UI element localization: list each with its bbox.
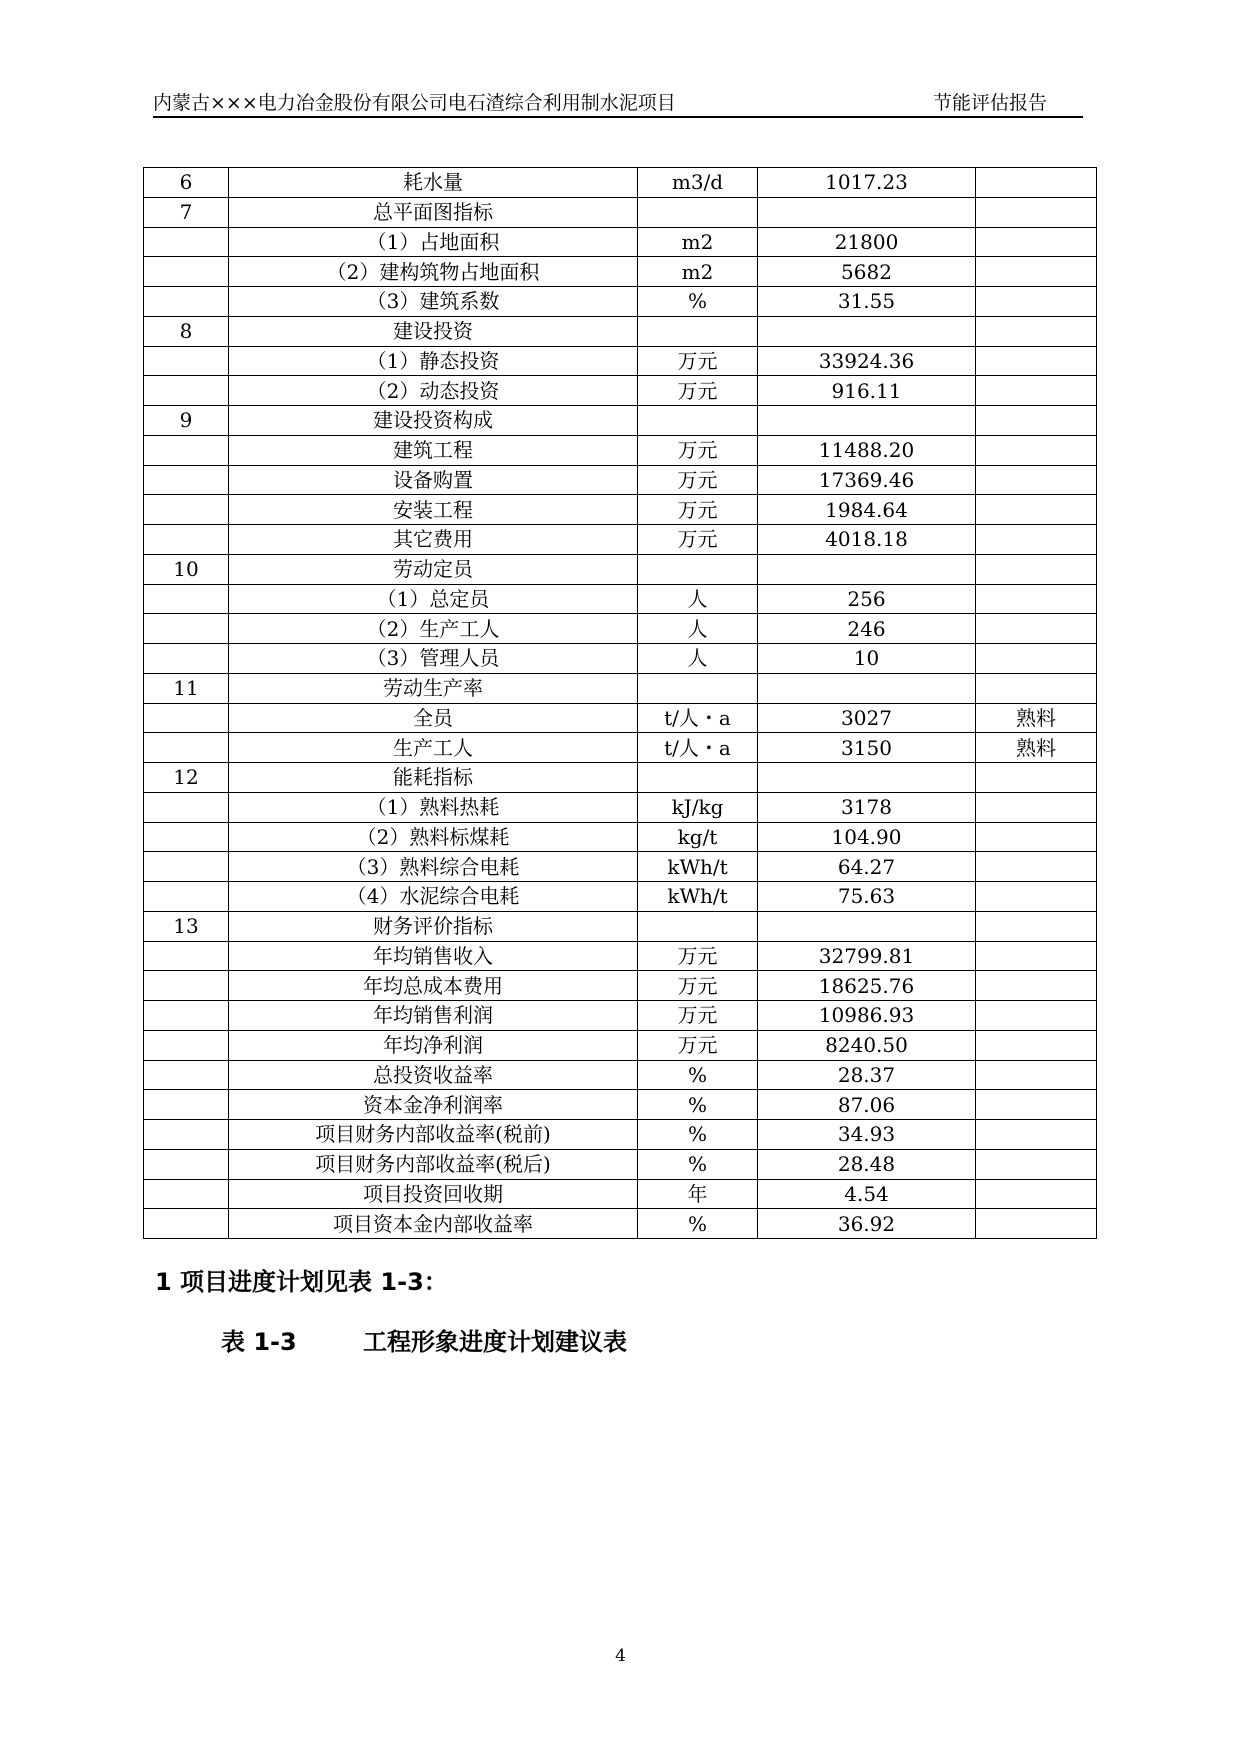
item-name-cell: 建设投资构成 xyxy=(229,406,638,436)
unit-cell xyxy=(638,763,758,793)
row-number-cell xyxy=(144,792,229,822)
page-header xyxy=(153,86,1083,118)
remark-cell xyxy=(976,644,1097,674)
remark-cell xyxy=(976,584,1097,614)
value-cell xyxy=(758,911,976,941)
unit-cell xyxy=(638,911,758,941)
row-number-cell xyxy=(144,584,229,614)
table-row xyxy=(144,1001,1097,1031)
item-name-cell: （1）占地面积 xyxy=(229,227,638,257)
unit-cell: % xyxy=(638,287,758,317)
unit-cell: 万元 xyxy=(638,971,758,1001)
value-cell xyxy=(758,406,976,436)
table-row xyxy=(144,346,1097,376)
table-row xyxy=(144,644,1097,674)
unit-cell: 人 xyxy=(638,584,758,614)
table-row xyxy=(144,971,1097,1001)
remark-cell xyxy=(976,1001,1097,1031)
table-row xyxy=(144,1179,1097,1209)
row-number-cell xyxy=(144,1120,229,1150)
row-number-cell xyxy=(144,1179,229,1209)
item-name-cell: 项目财务内部收益率(税前) xyxy=(229,1120,638,1150)
table-caption-number: 表 1-3 xyxy=(221,1328,297,1356)
value-cell: 246 xyxy=(758,614,976,644)
unit-cell: kJ/kg xyxy=(638,792,758,822)
table-row xyxy=(144,911,1097,941)
remark-cell xyxy=(976,376,1097,406)
row-number-cell xyxy=(144,614,229,644)
table-row xyxy=(144,525,1097,555)
header-project-title: 内蒙古×××电力冶金股份有限公司电石渣综合利用制水泥项目 xyxy=(153,92,676,114)
unit-cell xyxy=(638,316,758,346)
item-name-cell: 年均销售利润 xyxy=(229,1001,638,1031)
unit-cell: % xyxy=(638,1149,758,1179)
value-cell: 33924.36 xyxy=(758,346,976,376)
row-number-cell xyxy=(144,376,229,406)
value-cell: 21800 xyxy=(758,227,976,257)
table-row xyxy=(144,227,1097,257)
unit-cell: 万元 xyxy=(638,435,758,465)
table-row xyxy=(144,1060,1097,1090)
item-name-cell: （4）水泥综合电耗 xyxy=(229,882,638,912)
unit-cell: 万元 xyxy=(638,941,758,971)
unit-cell: 人 xyxy=(638,614,758,644)
item-name-cell: 项目财务内部收益率(税后) xyxy=(229,1149,638,1179)
value-cell: 1984.64 xyxy=(758,495,976,525)
row-number-cell xyxy=(144,465,229,495)
unit-cell: % xyxy=(638,1120,758,1150)
unit-cell xyxy=(638,554,758,584)
item-name-cell: （2）动态投资 xyxy=(229,376,638,406)
value-cell: 256 xyxy=(758,584,976,614)
value-cell: 10 xyxy=(758,644,976,674)
unit-cell: 万元 xyxy=(638,346,758,376)
value-cell: 11488.20 xyxy=(758,435,976,465)
value-cell: 87.06 xyxy=(758,1090,976,1120)
unit-cell xyxy=(638,673,758,703)
row-number-cell xyxy=(144,1209,229,1239)
table-row xyxy=(144,376,1097,406)
item-name-cell: 劳动生产率 xyxy=(229,673,638,703)
row-number-cell xyxy=(144,495,229,525)
table-row xyxy=(144,197,1097,227)
table-row xyxy=(144,1120,1097,1150)
remark-cell xyxy=(976,1060,1097,1090)
item-name-cell: 设备购置 xyxy=(229,465,638,495)
value-cell: 18625.76 xyxy=(758,971,976,1001)
item-name-cell: 其它费用 xyxy=(229,525,638,555)
row-number-cell xyxy=(144,733,229,763)
row-number-cell xyxy=(144,435,229,465)
value-cell: 8240.50 xyxy=(758,1030,976,1060)
value-cell: 28.48 xyxy=(758,1149,976,1179)
row-number-cell xyxy=(144,971,229,1001)
item-name-cell: 能耗指标 xyxy=(229,763,638,793)
unit-cell: kWh/t xyxy=(638,882,758,912)
table-caption xyxy=(221,1322,627,1357)
table-row xyxy=(144,168,1097,198)
indicator-table-body xyxy=(144,168,1097,1239)
item-name-cell: 劳动定员 xyxy=(229,554,638,584)
remark-cell xyxy=(976,495,1097,525)
value-cell xyxy=(758,554,976,584)
unit-cell: kWh/t xyxy=(638,852,758,882)
row-number-cell xyxy=(144,1149,229,1179)
row-number-cell xyxy=(144,227,229,257)
value-cell: 31.55 xyxy=(758,287,976,317)
row-number-cell xyxy=(144,1030,229,1060)
table-row xyxy=(144,852,1097,882)
value-cell: 104.90 xyxy=(758,822,976,852)
table-row xyxy=(144,882,1097,912)
remark-cell xyxy=(976,1209,1097,1239)
remark-cell xyxy=(976,346,1097,376)
unit-cell: m2 xyxy=(638,227,758,257)
table-row xyxy=(144,763,1097,793)
value-cell: 3027 xyxy=(758,703,976,733)
row-number-cell xyxy=(144,644,229,674)
item-name-cell: （3）管理人员 xyxy=(229,644,638,674)
row-number-cell: 9 xyxy=(144,406,229,436)
remark-cell xyxy=(976,941,1097,971)
row-number-cell xyxy=(144,1001,229,1031)
unit-cell: kg/t xyxy=(638,822,758,852)
remark-cell xyxy=(976,1179,1097,1209)
table-row xyxy=(144,435,1097,465)
remark-cell xyxy=(976,792,1097,822)
unit-cell: 万元 xyxy=(638,1030,758,1060)
item-name-cell: 生产工人 xyxy=(229,733,638,763)
table-row xyxy=(144,792,1097,822)
item-name-cell: （1）静态投资 xyxy=(229,346,638,376)
unit-cell: 万元 xyxy=(638,376,758,406)
unit-cell: m3/d xyxy=(638,168,758,198)
remark-cell xyxy=(976,882,1097,912)
remark-cell xyxy=(976,763,1097,793)
row-number-cell xyxy=(144,703,229,733)
row-number-cell: 6 xyxy=(144,168,229,198)
remark-cell xyxy=(976,1030,1097,1060)
row-number-cell: 10 xyxy=(144,554,229,584)
value-cell: 1017.23 xyxy=(758,168,976,198)
row-number-cell: 12 xyxy=(144,763,229,793)
remark-cell xyxy=(976,435,1097,465)
row-number-cell xyxy=(144,941,229,971)
unit-cell: 万元 xyxy=(638,495,758,525)
remark-cell xyxy=(976,822,1097,852)
table-row xyxy=(144,822,1097,852)
row-number-cell xyxy=(144,852,229,882)
value-cell: 916.11 xyxy=(758,376,976,406)
table-row xyxy=(144,703,1097,733)
item-name-cell: 年均销售收入 xyxy=(229,941,638,971)
remark-cell xyxy=(976,554,1097,584)
item-name-cell: （3）建筑系数 xyxy=(229,287,638,317)
item-name-cell: 项目资本金内部收益率 xyxy=(229,1209,638,1239)
value-cell: 75.63 xyxy=(758,882,976,912)
table-row xyxy=(144,1149,1097,1179)
table-row xyxy=(144,941,1097,971)
table-row xyxy=(144,673,1097,703)
item-name-cell: （2）生产工人 xyxy=(229,614,638,644)
row-number-cell xyxy=(144,525,229,555)
section-title: 1 项目进度计划见表 1-3： xyxy=(155,1268,448,1296)
unit-cell: 年 xyxy=(638,1179,758,1209)
value-cell: 32799.81 xyxy=(758,941,976,971)
table-row xyxy=(144,1030,1097,1060)
remark-cell xyxy=(976,316,1097,346)
remark-cell xyxy=(976,1090,1097,1120)
row-number-cell: 13 xyxy=(144,911,229,941)
header-report-type: 节能评估报告 xyxy=(932,92,1047,114)
table-row xyxy=(144,257,1097,287)
value-cell: 36.92 xyxy=(758,1209,976,1239)
unit-cell: m2 xyxy=(638,257,758,287)
row-number-cell: 8 xyxy=(144,316,229,346)
row-number-cell xyxy=(144,1060,229,1090)
value-cell: 28.37 xyxy=(758,1060,976,1090)
value-cell: 4.54 xyxy=(758,1179,976,1209)
table-row xyxy=(144,316,1097,346)
remark-cell xyxy=(976,257,1097,287)
value-cell: 10986.93 xyxy=(758,1001,976,1031)
item-name-cell: （1）总定员 xyxy=(229,584,638,614)
item-name-cell: （3）熟料综合电耗 xyxy=(229,852,638,882)
unit-cell: t/人・a xyxy=(638,703,758,733)
remark-cell: 熟料 xyxy=(976,733,1097,763)
table-row xyxy=(144,465,1097,495)
table-row xyxy=(144,1090,1097,1120)
value-cell: 5682 xyxy=(758,257,976,287)
item-name-cell: 建筑工程 xyxy=(229,435,638,465)
remark-cell xyxy=(976,614,1097,644)
table-row xyxy=(144,495,1097,525)
remark-cell xyxy=(976,197,1097,227)
value-cell: 3178 xyxy=(758,792,976,822)
remark-cell xyxy=(976,673,1097,703)
remark-cell: 熟料 xyxy=(976,703,1097,733)
item-name-cell: （2）建构筑物占地面积 xyxy=(229,257,638,287)
value-cell: 64.27 xyxy=(758,852,976,882)
value-cell: 17369.46 xyxy=(758,465,976,495)
unit-cell: % xyxy=(638,1060,758,1090)
item-name-cell: 安装工程 xyxy=(229,495,638,525)
page-number: 4 xyxy=(615,1646,626,1666)
table-row xyxy=(144,554,1097,584)
item-name-cell: 全员 xyxy=(229,703,638,733)
item-name-cell: 年均总成本费用 xyxy=(229,971,638,1001)
remark-cell xyxy=(976,465,1097,495)
remark-cell xyxy=(976,227,1097,257)
value-cell xyxy=(758,673,976,703)
unit-cell: 人 xyxy=(638,644,758,674)
value-cell: 3150 xyxy=(758,733,976,763)
table-row xyxy=(144,406,1097,436)
item-name-cell: 总投资收益率 xyxy=(229,1060,638,1090)
row-number-cell xyxy=(144,257,229,287)
unit-cell: 万元 xyxy=(638,1001,758,1031)
remark-cell xyxy=(976,406,1097,436)
unit-cell: % xyxy=(638,1209,758,1239)
table-row xyxy=(144,584,1097,614)
table-row xyxy=(144,287,1097,317)
remark-cell xyxy=(976,287,1097,317)
value-cell xyxy=(758,316,976,346)
value-cell: 4018.18 xyxy=(758,525,976,555)
table-row xyxy=(144,1209,1097,1239)
item-name-cell: （2）熟料标煤耗 xyxy=(229,822,638,852)
row-number-cell xyxy=(144,882,229,912)
value-cell: 34.93 xyxy=(758,1120,976,1150)
unit-cell: t/人・a xyxy=(638,733,758,763)
remark-cell xyxy=(976,852,1097,882)
item-name-cell: 耗水量 xyxy=(229,168,638,198)
table-caption-title: 工程形象进度计划建议表 xyxy=(363,1328,627,1356)
remark-cell xyxy=(976,1149,1097,1179)
value-cell xyxy=(758,197,976,227)
row-number-cell: 11 xyxy=(144,673,229,703)
row-number-cell xyxy=(144,1090,229,1120)
unit-cell xyxy=(638,406,758,436)
table-row xyxy=(144,614,1097,644)
item-name-cell: 建设投资 xyxy=(229,316,638,346)
unit-cell xyxy=(638,197,758,227)
value-cell xyxy=(758,763,976,793)
item-name-cell: （1）熟料热耗 xyxy=(229,792,638,822)
item-name-cell: 财务评价指标 xyxy=(229,911,638,941)
item-name-cell: 资本金净利润率 xyxy=(229,1090,638,1120)
remark-cell xyxy=(976,911,1097,941)
table-row xyxy=(144,733,1097,763)
unit-cell: 万元 xyxy=(638,525,758,555)
indicator-table xyxy=(143,167,1097,1239)
row-number-cell: 7 xyxy=(144,197,229,227)
remark-cell xyxy=(976,971,1097,1001)
remark-cell xyxy=(976,525,1097,555)
row-number-cell xyxy=(144,287,229,317)
remark-cell xyxy=(976,1120,1097,1150)
item-name-cell: 项目投资回收期 xyxy=(229,1179,638,1209)
item-name-cell: 年均净利润 xyxy=(229,1030,638,1060)
remark-cell xyxy=(976,168,1097,198)
unit-cell: 万元 xyxy=(638,465,758,495)
row-number-cell xyxy=(144,346,229,376)
row-number-cell xyxy=(144,822,229,852)
item-name-cell: 总平面图指标 xyxy=(229,197,638,227)
unit-cell: % xyxy=(638,1090,758,1120)
